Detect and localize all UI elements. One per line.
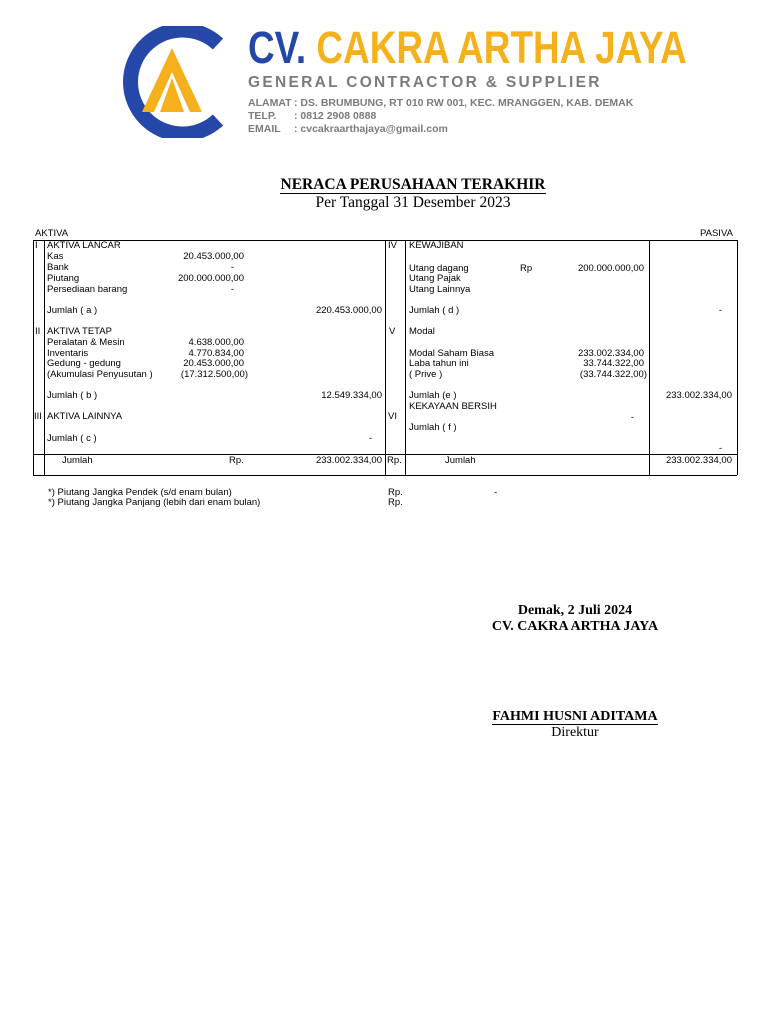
section-title: KEKAYAAN BERSIH — [409, 401, 497, 412]
subtotal-label: Jumlah ( f ) — [409, 422, 457, 433]
row-label: Modal Saham Biasa — [409, 348, 495, 359]
row-value: 233.002.334,00 — [577, 348, 644, 359]
row-label: (Akumulasi Penyusutan ) — [47, 369, 153, 380]
section-title: Modal — [409, 326, 435, 337]
row-value: 200.000.000,00 — [177, 273, 244, 284]
row-currency: Rp — [520, 263, 533, 274]
signature-place-date: Demak, 2 Juli 2024 — [517, 603, 633, 618]
table-right-num-col-divider — [405, 240, 406, 475]
subtotal-label: Jumlah (e ) — [409, 390, 457, 401]
subtotal-value: - — [718, 443, 722, 454]
note-short-term-currency: Rp. — [388, 487, 403, 498]
section-title: KEWAJIBAN — [409, 240, 464, 251]
section-number: II — [35, 326, 41, 337]
row-label: Inventaris — [47, 348, 89, 359]
note-short-term: *) Piutang Jangka Pendek (s/d enam bulan) — [48, 487, 232, 498]
table-bottom-border — [33, 475, 737, 476]
row-value: 200.000.000,00 — [577, 263, 644, 274]
signature-name: FAHMI HUSNI ADITAMA — [492, 709, 658, 724]
aktiva-header: AKTIVA — [35, 228, 69, 239]
document-title: NERACA PERUSAHAAN TERAKHIR — [280, 176, 546, 193]
subtotal-value: - — [368, 433, 372, 444]
pasiva-header: PASIVA — [700, 228, 733, 239]
document-subtitle: Per Tanggal 31 Desember 2023 — [315, 194, 511, 211]
subtotal-value: - — [718, 305, 722, 316]
table-left-border — [33, 240, 34, 475]
table-right-border — [737, 240, 738, 475]
subtotal-value: 220.453.000,00 — [315, 305, 382, 316]
row-value: 20.453.000,00 — [183, 358, 244, 369]
logo-ring — [131, 30, 218, 134]
row-label: Utang Pajak — [409, 273, 461, 284]
total-currency: Rp. — [229, 455, 244, 466]
company-tagline: GENERAL CONTRACTOR & SUPPLIER — [248, 74, 602, 91]
subtotal-value: 12.549.334,00 — [321, 390, 382, 401]
section-number: VI — [388, 411, 397, 422]
section-title: AKTIVA LANCAR — [47, 240, 121, 251]
row-value: - — [230, 284, 234, 295]
section-title: AKTIVA TETAP — [47, 326, 112, 337]
note-long-term-currency: Rp. — [388, 497, 403, 508]
company-name: CV. CAKRA ARTHA JAYA — [248, 22, 687, 73]
signature-company: CV. CAKRA ARTHA JAYA — [491, 619, 659, 634]
row-label: Laba tahun ini — [409, 358, 469, 369]
section-number: III — [34, 411, 42, 422]
row-value: 4.638.000,00 — [188, 337, 244, 348]
subtotal-value: 233.002.334,00 — [665, 390, 732, 401]
total-value: 233.002.334,00 — [665, 455, 732, 466]
row-label: Peralatan & Mesin — [47, 337, 125, 348]
subtotal-label: Jumlah ( c ) — [47, 433, 97, 444]
table-center-divider — [385, 240, 386, 475]
row-value: - — [630, 412, 634, 423]
row-value: (17.312.500,00) — [180, 369, 248, 380]
total-value: 233.002.334,00 — [315, 455, 382, 466]
subtotal-label: Jumlah ( a ) — [47, 305, 98, 316]
row-label: Gedung - gedung — [47, 358, 121, 369]
company-logo — [106, 26, 240, 138]
row-label: Kas — [47, 251, 64, 262]
row-value: - — [230, 262, 234, 273]
row-label: Utang dagang — [409, 263, 469, 274]
section-number: I — [35, 240, 38, 251]
note-short-term-value: - — [494, 487, 498, 498]
company-address: ALAMAT : DS. BRUMBUNG, RT 010 RW 001, KEC. MRANGGEN, KAB. DEMAK — [248, 97, 634, 109]
subtotal-label: Jumlah ( d ) — [409, 305, 460, 316]
company-phone: TELP. : 0812 2908 0888 — [248, 110, 377, 122]
total-label: Jumlah — [445, 455, 476, 466]
table-num-col-divider — [44, 240, 45, 475]
row-label: Bank — [47, 262, 69, 273]
signature-position: Direktur — [551, 725, 599, 740]
section-number: IV — [388, 240, 397, 251]
row-label: Utang Lainnya — [409, 284, 471, 295]
total-currency: Rp. — [387, 455, 402, 466]
subtotal-label: Jumlah ( b ) — [47, 390, 98, 401]
row-label: ( Prive ) — [409, 369, 443, 380]
row-value: 4.770.834,00 — [188, 348, 244, 359]
note-long-term: *) Piutang Jangka Panjang (lebih dari enam bulan) — [48, 497, 261, 508]
total-label: Jumlah — [62, 455, 93, 466]
company-email: EMAIL : cvcakraarthajaya@gmail.com — [248, 123, 448, 135]
row-label: Piutang — [47, 273, 80, 284]
row-label: Persediaan barang — [47, 284, 128, 295]
row-value: 33.744.322,00 — [583, 358, 644, 369]
section-title: AKTIVA LAINNYA — [47, 411, 123, 422]
row-value: (33.744.322,00) — [579, 369, 647, 380]
row-value: 20.453.000,00 — [183, 251, 244, 262]
section-number: V — [389, 326, 396, 337]
table-right-value-divider — [649, 240, 650, 475]
